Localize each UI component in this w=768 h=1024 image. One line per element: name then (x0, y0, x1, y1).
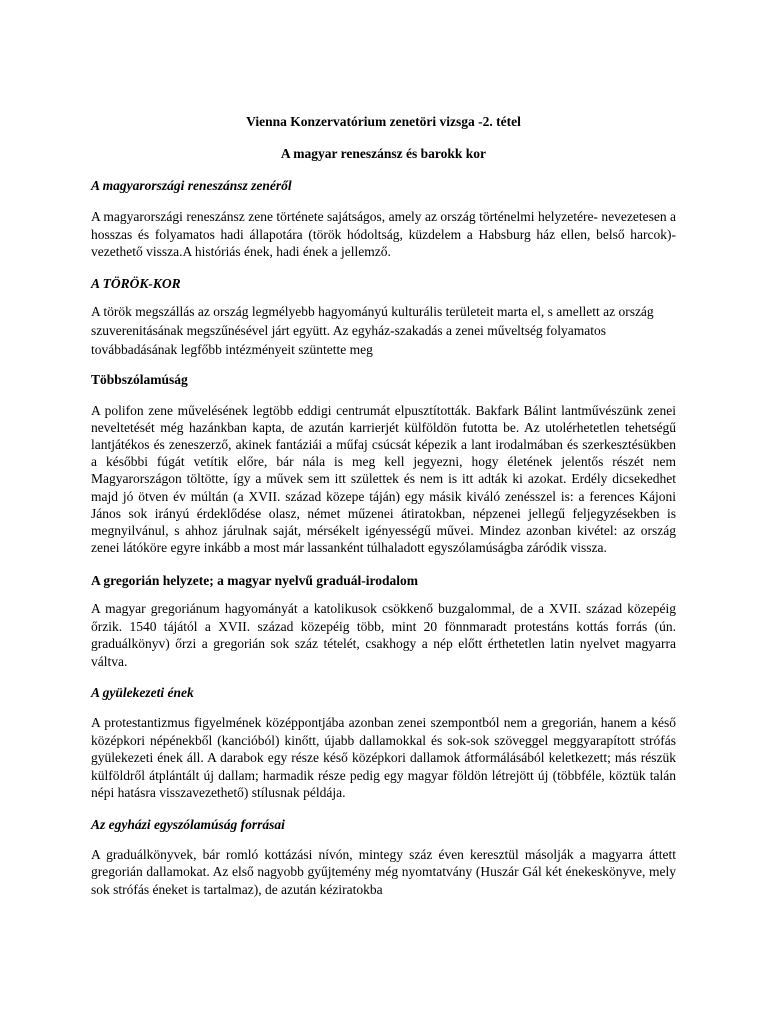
section-heading-congregational-song: A gyülekezeti ének (91, 685, 194, 701)
section-paragraph-renaissance: A magyarországi reneszánsz zene története sajátságos, amely az ország történelmi helyzetére- nevezetesen a hosszas és folyamatos hadi állapotára (török hódoltság, küzdelem a Habsburg ház ellen, belső harcok)-vezethető vissza.A históriás ének, hadi ének a jellemző. (91, 209, 676, 259)
section-paragraph-sources: A graduálkönyvek, bár romló kottázási nívón, mintegy száz éven keresztül másolják a magyarra áttett gregorián dallamokat. Az első nagyobb gyűjtemény még nyomtatvány (Huszár Gál két énekeskönyve, mely sok strófás éneket is tartalmaz), de azután kéziratokba (91, 846, 676, 897)
document-page (91, 113, 676, 898)
section-heading-renaissance: A magyarországi reneszánsz zenéről (91, 178, 292, 193)
section-paragraph-polyphony: A polifon zene művelésének legtöbb eddigi centrumát elpusztították. Bakfark Bálint lantművészünk zenei neveltetését még hazánkban kapta, de azután karrierjét külföldön futotta be. Az utolérhetetlen tehetségű lantjátékos és zeneszerző, akinek fantáziái a műfaj csúcsát képezik a lant irodalmában és szerkesztésükben a későbbi fúgát vetítik előre, bár nála is meg kell jegyezni, hogy életének jelentős részét nem Magyarországon töltötte, így a művek sem itt születtek és nem is itt adták ki azokat. Erdély dicsekedhet majd jó ötven év múltán (a XVII. század közepe táján) egy másik kiváló zenésszel is: a ferences Kájoni János sok irányú érdeklődése olasz, német műzenei átiratokban, népzenei jellegű feljegyzésekben is megnyilvánul, s ahhoz járulnak saját, mérsékelt igényességű művei. Mindez azonban kivétel: az ország zenei látóköre egyre inkább a most már lassanként túlhaladott egyszólamúságba záródik vissza. (91, 402, 676, 556)
section-paragraph-turkish-era: A török megszállás az ország legmélyebb hagyományú kulturális területeit marta el, s amellett az ország szuverenitásának megszűnésével járt együtt. Az egyház-szakadás a zenei műveltség folyamatos továbbadásának legfőbb intézményeit szüntette meg (91, 303, 654, 357)
section-heading-sources: Az egyházi egyszólamúság forrásai (91, 816, 285, 832)
document-subtitle: A magyar reneszánsz és barokk kor (280, 146, 487, 161)
section-heading-gregorian: A gregorián helyzete; a magyar nyelvű graduál-irodalom (91, 573, 418, 589)
section-paragraph-congregational-song: A protestantizmus figyelmének középpontjába azonban zenei szempontból nem a gregorián, hanem a késő középkori népénekből (kancióból) kinőtt, újabb dallamokkal és sok-sok szöveggel meggyarapított strófás gyülekezeti ének áll. A darabok egy része késő középkori dallamok átformálásából keletkezett; más részük külföldről átplántált új dallam; harmadik része pedig egy magyar földön létrejött új (többféle, köztük talán népi hatásra visszavezethető) stílusnak példája. (91, 715, 676, 801)
section-heading-polyphony: Többszólamúság (91, 371, 188, 387)
document-title: Vienna Konzervatórium zenetöri vizsga -2. tétel (246, 114, 521, 129)
section-paragraph-gregorian: A magyar gregoriánum hagyományát a katolikusok csökkenő buzgalommal, de a XVII. század közepéig őrzik. 1540 tájától a XVII. század közepéig több, mint 20 fönnmaradt protestáns kottás forrás (ún. graduálkönyv) őrzi a gregorián sok száz tételét, csakhogy a nép előtt érthetetlen latin nyelvet magyarra váltva. (91, 601, 676, 669)
section-heading-turkish-era: A TÖRÖK-KOR (91, 275, 181, 291)
